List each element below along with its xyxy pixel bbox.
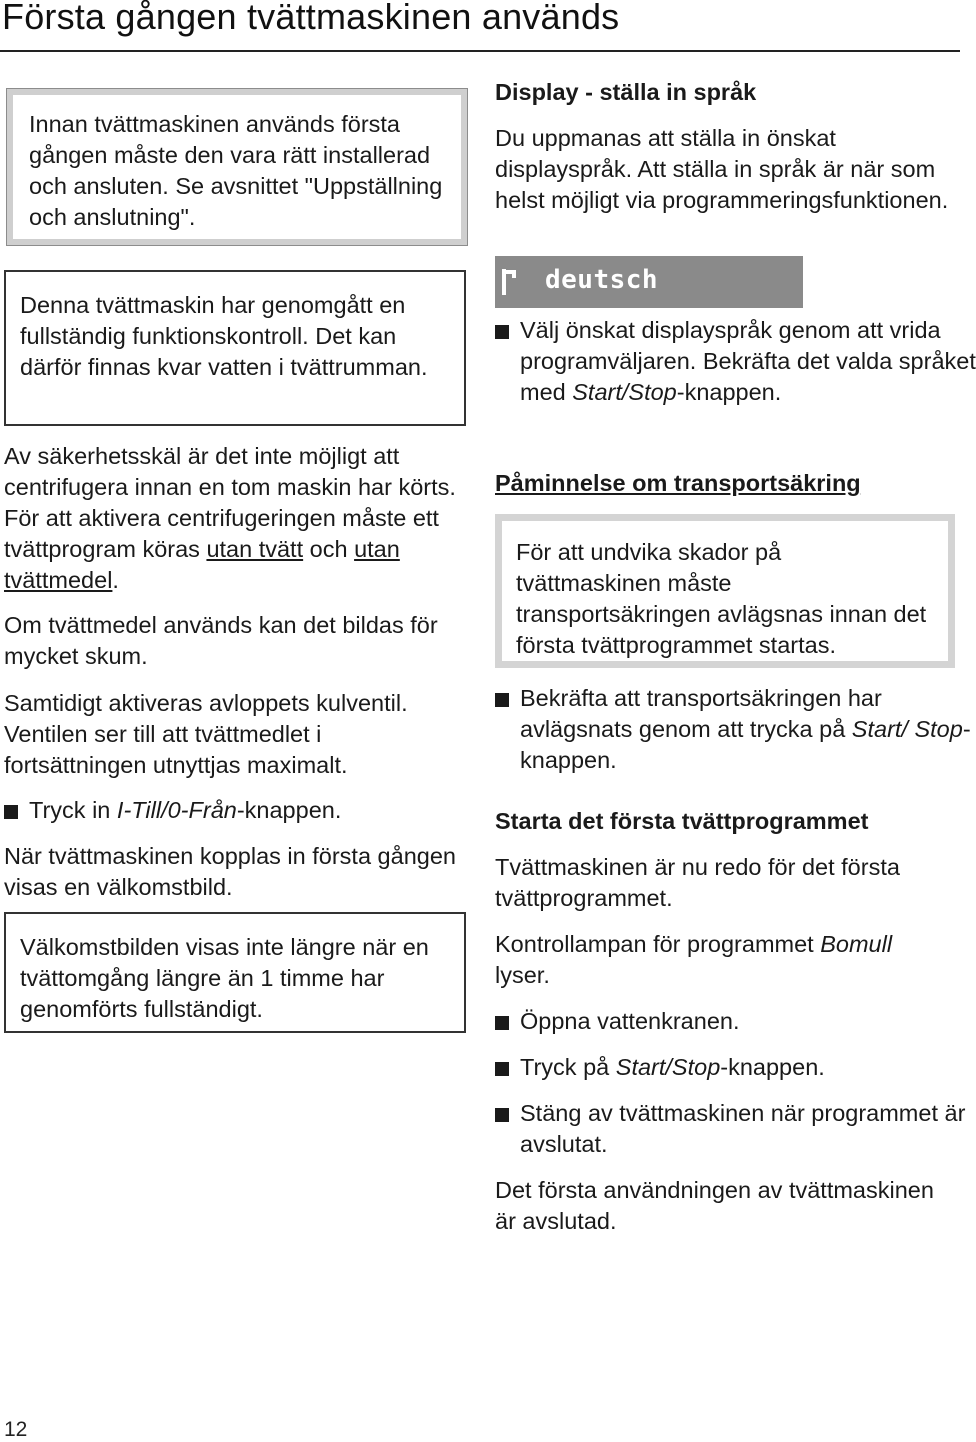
- select-language-suffix: -knappen.: [676, 379, 782, 405]
- spin-safety-underline-1: utan tvätt: [206, 536, 304, 562]
- press-start-text: Tryck på: [520, 1054, 616, 1080]
- spin-safety-paragraph: [4, 441, 466, 596]
- cotton-program-name: Bomull: [820, 931, 893, 957]
- first-program-heading: Starta det första tvättprogrammet: [495, 808, 869, 834]
- ready-paragraph: Tvättmaskinen är nu redo för det första tvättprogrammet.: [495, 854, 900, 911]
- spin-safety-text: Av säkerhetsskäl är det inte möjligt att centrifugera innan en tom maskin har körts. För att aktivera centrifugeringen måste ett tvättprogram köras: [4, 443, 456, 562]
- welcome-note-box: [4, 912, 466, 1033]
- spin-safety-connector: och: [303, 536, 355, 562]
- confirm-transport-text: Bekräfta att transportsäkringen har avlägsnats genom att trycka på: [520, 685, 882, 742]
- press-start-instruction: [495, 1052, 976, 1083]
- welcome-screen-paragraph: När tvättmaskinen kopplas in första gången visas en välkomstbild.: [4, 843, 456, 900]
- drain-valve-paragraph: Samtidigt aktiveras avloppets kulventil. Ventilen ser till att tvättmedlet i fortsättningen utnyttjas maximalt.: [4, 690, 408, 778]
- switch-off-instruction: Stäng av tvättmaskinen när programmet är avslutat.: [495, 1098, 976, 1160]
- select-language-text: Välj önskat displayspråk genom att vrida programväljaren. Bekräfta det valda språket med: [520, 317, 976, 405]
- confirm-transport-suffix: -knappen.: [520, 716, 971, 773]
- installation-note-text: Innan tvättmaskinen används första gången måste den vara rätt installerad och ansluten. Se avsnittet "Uppställning och anslutning".: [29, 111, 443, 230]
- title-divider: [0, 50, 960, 52]
- cotton-lamp-paragraph: [495, 929, 951, 991]
- open-tap-instruction: Öppna vattenkranen.: [495, 1006, 976, 1037]
- power-button-name: I-Till/0-Från: [116, 797, 237, 823]
- first-use-complete-paragraph: Det första användningen av tvättmaskinen är avslutad.: [495, 1177, 934, 1234]
- press-start-suffix: -knappen.: [720, 1054, 825, 1080]
- display-language-paragraph: Du uppmanas att ställa in önskat displayspråk. Att ställa in språk är när som helst möjligt via programmeringsfunktionen.: [495, 125, 949, 213]
- page-title: Första gången tvättmaskinen används: [2, 0, 620, 37]
- start-stop-button-name-3: Start/Stop: [615, 1054, 721, 1080]
- start-stop-button-name: Start/Stop: [572, 379, 677, 405]
- start-stop-button-name-2: Start/ Stop: [851, 716, 963, 742]
- power-instruction-suffix: -knappen.: [236, 797, 342, 823]
- function-check-note-box: [4, 270, 466, 426]
- welcome-note-text: Välkomstbilden visas inte längre när en tvättomgång längre än 1 timme har genomförts fullständigt.: [20, 934, 429, 1022]
- cotton-lamp-text: Kontrollampan för programmet: [495, 931, 821, 957]
- cotton-lamp-suffix: lyser.: [495, 962, 550, 988]
- installation-note-box: [6, 88, 468, 246]
- display-language-heading: Display - ställa in språk: [495, 79, 757, 105]
- transport-lock-heading: Påminnelse om transportsäkring: [495, 470, 861, 496]
- transport-lock-note-text: För att undvika skador på tvättmaskinen måste transportsäkringen avlägsnas innan det första tvättprogrammet startas.: [516, 539, 927, 658]
- foam-paragraph: Om tvättmedel används kan det bildas för mycket skum.: [4, 612, 438, 669]
- page-number: 12: [4, 1418, 28, 1441]
- select-language-instruction: [495, 315, 976, 408]
- power-instruction-text: Tryck in: [29, 797, 117, 823]
- power-button-instruction: [4, 795, 491, 826]
- function-check-note-text: Denna tvättmaskin har genomgått en fullständig funktionskontroll. Det kan därför finnas kvar vatten i tvättrumman.: [20, 292, 428, 380]
- transport-lock-note-box: [495, 514, 955, 668]
- spin-safety-underline-2: utan tvättmedel: [4, 536, 400, 593]
- display-language-value: deutsch: [545, 265, 659, 295]
- flag-icon: [500, 269, 518, 295]
- confirm-transport-lock-instruction: [495, 683, 976, 776]
- spin-safety-period: .: [112, 567, 119, 593]
- display-screen: [495, 256, 803, 308]
